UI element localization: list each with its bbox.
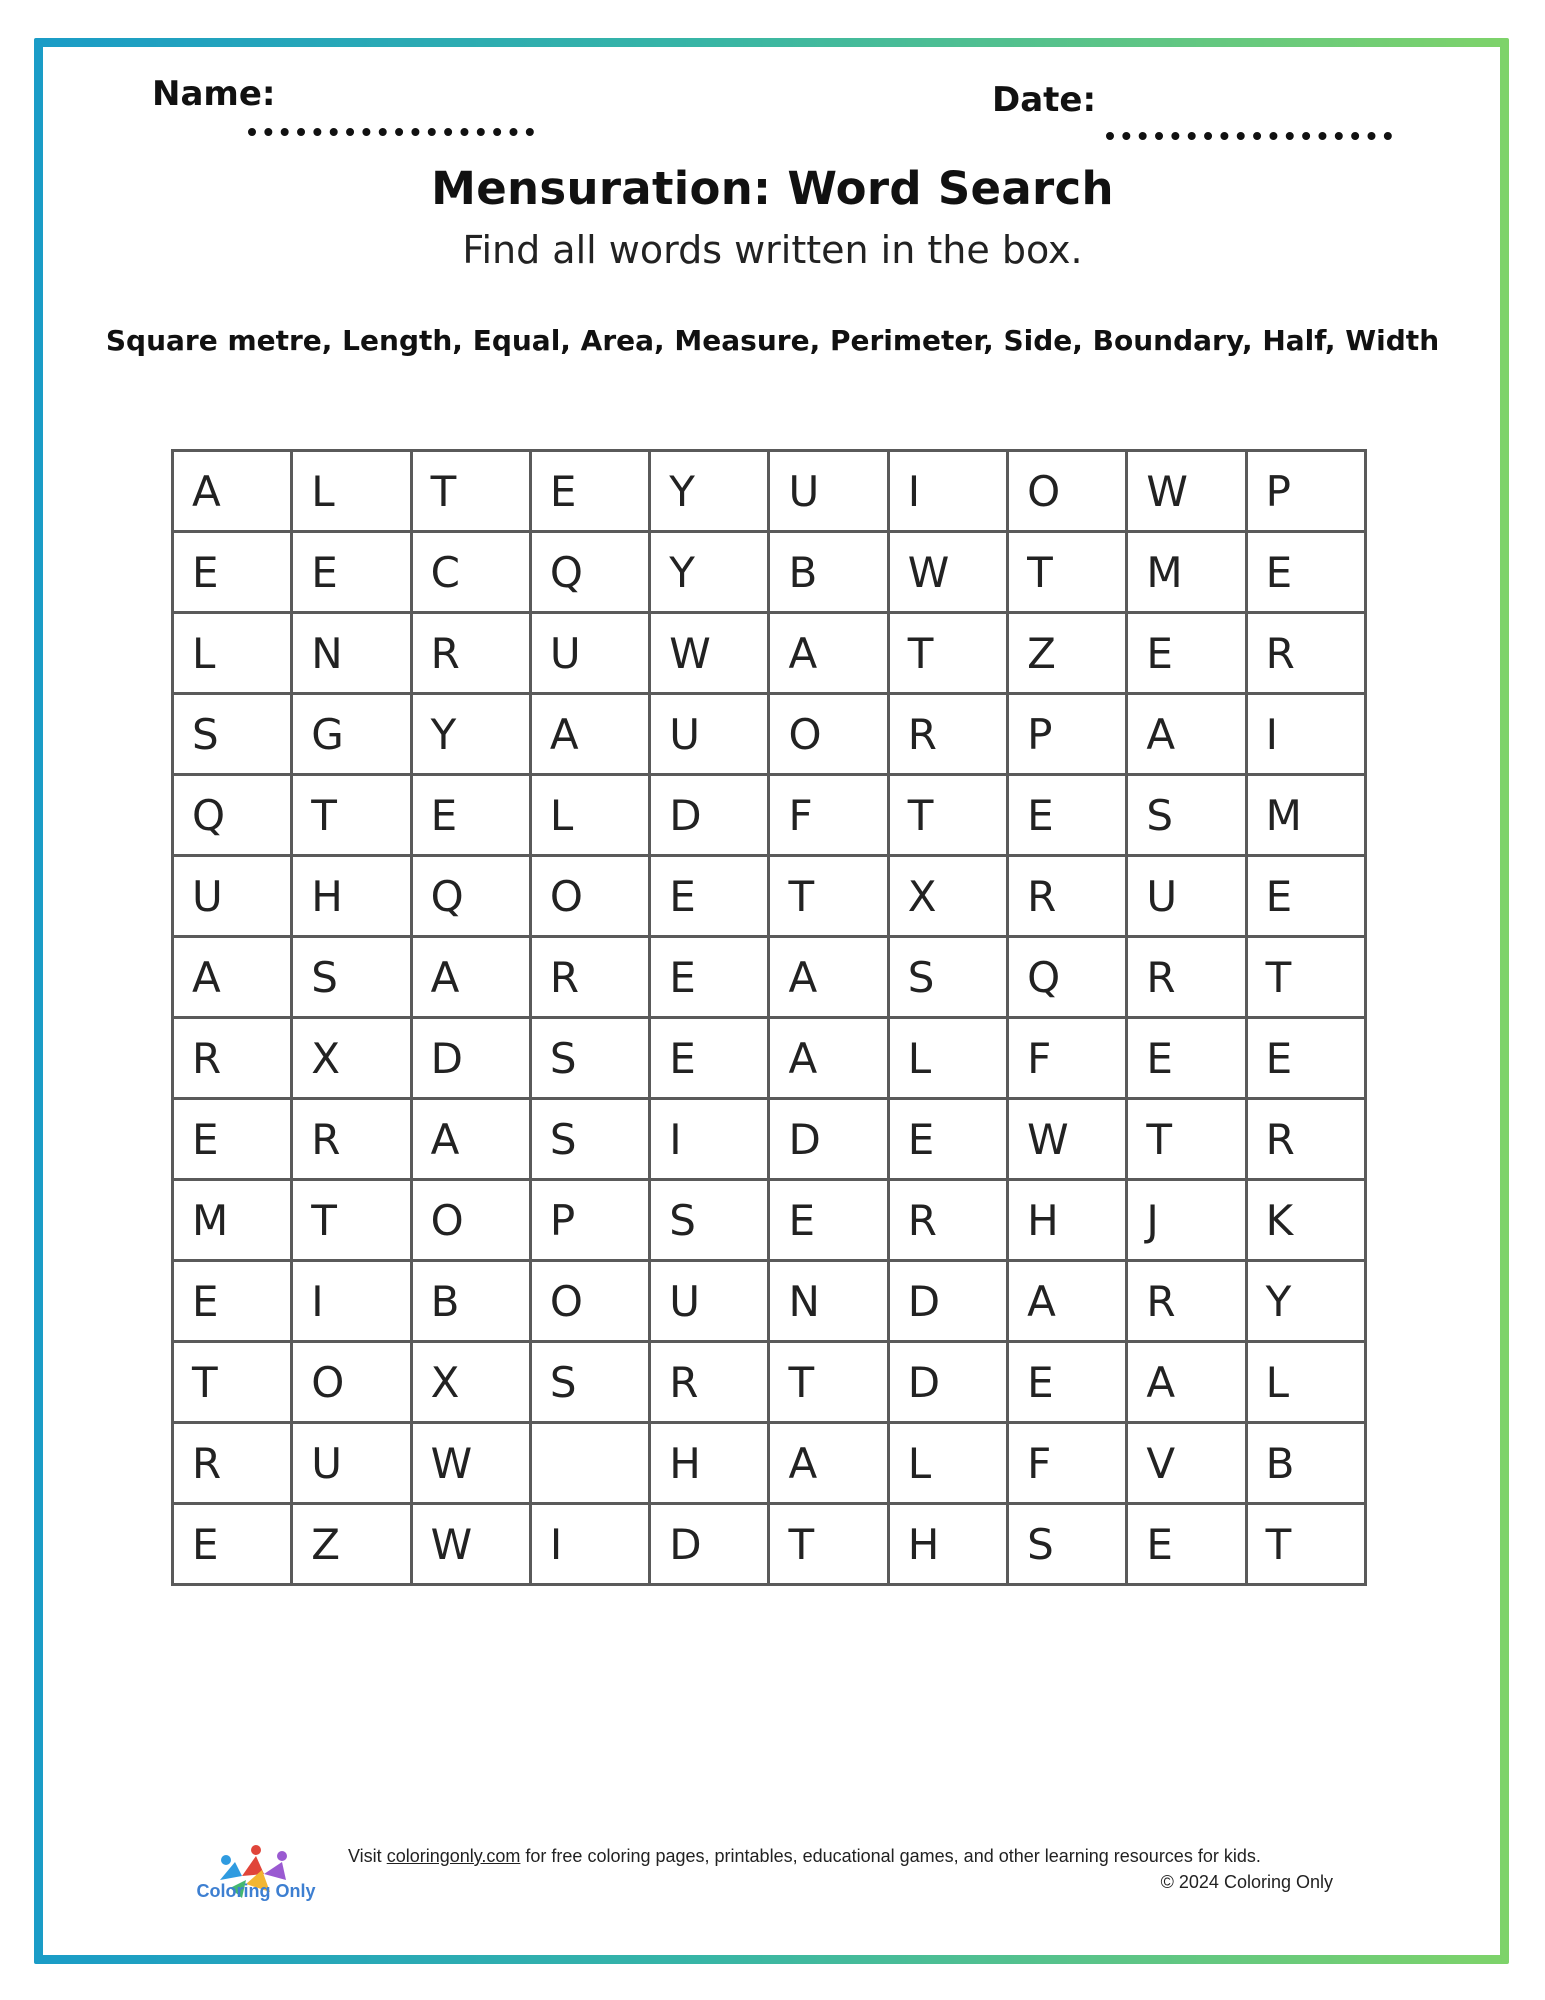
grid-cell[interactable]: D <box>888 1342 1007 1423</box>
grid-cell[interactable]: E <box>1246 532 1365 613</box>
grid-row <box>173 532 1366 613</box>
grid-cell[interactable]: L <box>292 451 411 532</box>
grid-cell[interactable]: I <box>292 1261 411 1342</box>
grid-cell[interactable]: X <box>292 1018 411 1099</box>
grid-cell[interactable]: Y <box>411 694 530 775</box>
grid-row <box>173 613 1366 694</box>
grid-cell[interactable]: E <box>650 937 769 1018</box>
grid-cell[interactable]: Y <box>650 451 769 532</box>
grid-cell[interactable]: T <box>769 1342 888 1423</box>
instructions: Find all words written in the box. <box>462 228 1083 272</box>
grid-cell[interactable]: Q <box>1008 937 1127 1018</box>
grid-cell[interactable]: M <box>173 1180 292 1261</box>
grid-cell[interactable]: W <box>411 1423 530 1504</box>
grid-cell[interactable]: V <box>1127 1423 1246 1504</box>
grid-cell[interactable]: A <box>769 1018 888 1099</box>
grid-cell[interactable]: E <box>888 1099 1007 1180</box>
grid-cell[interactable]: G <box>292 694 411 775</box>
grid-cell[interactable]: L <box>530 775 649 856</box>
grid-cell[interactable]: O <box>530 856 649 937</box>
grid-cell[interactable]: A <box>769 937 888 1018</box>
grid-cell[interactable]: E <box>1127 613 1246 694</box>
footer-visit-suffix: for free coloring pages, printables, educational games, and other learning resources for kids. <box>520 1846 1261 1866</box>
grid-cell[interactable]: R <box>173 1018 292 1099</box>
grid-cell[interactable]: W <box>411 1504 530 1585</box>
grid-cell[interactable]: A <box>769 1423 888 1504</box>
grid-cell[interactable]: S <box>888 937 1007 1018</box>
grid-row <box>173 1018 1366 1099</box>
logo-text: Coloring Only <box>196 1881 316 1901</box>
grid-cell[interactable]: A <box>530 694 649 775</box>
grid-cell[interactable]: D <box>411 1018 530 1099</box>
grid-cell[interactable]: Z <box>292 1504 411 1585</box>
grid-cell[interactable]: R <box>411 613 530 694</box>
grid-cell[interactable]: E <box>530 451 649 532</box>
grid-cell[interactable]: X <box>888 856 1007 937</box>
coloringonly-link[interactable]: coloringonly.com <box>386 1846 521 1866</box>
grid-row <box>173 856 1366 937</box>
grid-cell[interactable]: J <box>1127 1180 1246 1261</box>
grid-cell[interactable]: T <box>888 775 1007 856</box>
grid-cell[interactable] <box>530 1423 649 1504</box>
grid-cell[interactable]: R <box>1127 1261 1246 1342</box>
grid-cell[interactable]: T <box>292 775 411 856</box>
word-search-grid <box>171 449 1367 1586</box>
grid-cell[interactable]: L <box>888 1018 1007 1099</box>
grid-cell[interactable]: T <box>1008 532 1127 613</box>
grid-cell[interactable]: U <box>769 451 888 532</box>
grid-cell[interactable]: O <box>530 1261 649 1342</box>
grid-cell[interactable]: T <box>411 451 530 532</box>
grid-cell[interactable]: R <box>1127 937 1246 1018</box>
grid-cell[interactable]: R <box>650 1342 769 1423</box>
grid-cell[interactable]: A <box>411 1099 530 1180</box>
grid-cell[interactable]: U <box>650 694 769 775</box>
grid-cell[interactable]: H <box>292 856 411 937</box>
grid-cell[interactable]: O <box>411 1180 530 1261</box>
grid-cell[interactable]: U <box>1127 856 1246 937</box>
grid-cell[interactable]: E <box>1127 1018 1246 1099</box>
grid-cell[interactable]: E <box>173 1261 292 1342</box>
grid-cell[interactable]: W <box>650 613 769 694</box>
grid-cell[interactable]: D <box>888 1261 1007 1342</box>
grid-cell[interactable]: U <box>530 613 649 694</box>
grid-cell[interactable]: H <box>888 1504 1007 1585</box>
grid-cell[interactable]: E <box>1246 856 1365 937</box>
grid-cell[interactable]: N <box>769 1261 888 1342</box>
grid-cell[interactable]: T <box>769 856 888 937</box>
grid-cell[interactable]: E <box>1008 1342 1127 1423</box>
grid-cell[interactable]: D <box>650 1504 769 1585</box>
grid-cell[interactable]: S <box>1127 775 1246 856</box>
grid-cell[interactable]: E <box>1246 1018 1365 1099</box>
grid-cell[interactable]: N <box>292 613 411 694</box>
grid-cell[interactable]: E <box>1008 775 1127 856</box>
grid-row <box>173 1261 1366 1342</box>
grid-cell[interactable]: M <box>1127 532 1246 613</box>
grid-cell[interactable]: A <box>411 937 530 1018</box>
grid-cell[interactable]: B <box>411 1261 530 1342</box>
grid-row <box>173 1342 1366 1423</box>
grid-cell[interactable]: Q <box>411 856 530 937</box>
grid-cell[interactable]: E <box>173 1504 292 1585</box>
footer-copyright: © 2024 Coloring Only <box>1160 1872 1333 1892</box>
grid-cell[interactable]: W <box>888 532 1007 613</box>
name-field[interactable] <box>248 128 534 136</box>
grid-cell[interactable]: R <box>888 1180 1007 1261</box>
grid-cell[interactable]: I <box>650 1099 769 1180</box>
grid-cell[interactable]: T <box>173 1342 292 1423</box>
grid-cell[interactable]: Q <box>173 775 292 856</box>
grid-row <box>173 775 1366 856</box>
grid-cell[interactable]: R <box>530 937 649 1018</box>
grid-cell[interactable]: L <box>1246 1342 1365 1423</box>
grid-cell[interactable]: R <box>1246 1099 1365 1180</box>
grid-cell[interactable]: T <box>1127 1099 1246 1180</box>
grid-cell[interactable]: Z <box>1008 613 1127 694</box>
grid-cell[interactable]: S <box>530 1018 649 1099</box>
page-title: Mensuration: Word Search <box>431 162 1114 215</box>
grid-cell[interactable]: M <box>1246 775 1365 856</box>
grid-cell[interactable]: L <box>173 613 292 694</box>
grid-row <box>173 451 1366 532</box>
grid-cell[interactable]: R <box>888 694 1007 775</box>
grid-cell[interactable]: O <box>292 1342 411 1423</box>
grid-cell[interactable]: E <box>292 532 411 613</box>
grid-cell[interactable]: U <box>292 1423 411 1504</box>
grid-cell[interactable]: E <box>650 856 769 937</box>
grid-cell[interactable]: T <box>1246 1504 1365 1585</box>
grid-cell[interactable]: S <box>292 937 411 1018</box>
grid-cell[interactable]: A <box>173 937 292 1018</box>
name-label: Name: <box>152 74 276 114</box>
grid-row <box>173 1504 1366 1585</box>
grid-cell[interactable]: E <box>1127 1504 1246 1585</box>
grid-cell[interactable]: X <box>411 1342 530 1423</box>
grid-cell[interactable]: I <box>1246 694 1365 775</box>
grid-cell[interactable]: D <box>650 775 769 856</box>
grid-cell[interactable]: F <box>1008 1423 1127 1504</box>
date-label: Date: <box>992 80 1097 120</box>
grid-cell[interactable]: Y <box>1246 1261 1365 1342</box>
grid-cell[interactable]: U <box>650 1261 769 1342</box>
grid-cell[interactable]: R <box>1246 613 1365 694</box>
grid-cell[interactable]: O <box>1008 451 1127 532</box>
grid-cell[interactable]: E <box>769 1180 888 1261</box>
grid-cell[interactable]: S <box>530 1099 649 1180</box>
word-list: Square metre, Length, Equal, Area, Measure, Perimeter, Side, Boundary, Half, Width <box>105 324 1440 357</box>
grid-row <box>173 694 1366 775</box>
grid-row <box>173 1180 1366 1261</box>
footer-visit-prefix: Visit <box>348 1846 387 1866</box>
grid-cell[interactable]: D <box>769 1099 888 1180</box>
grid-cell[interactable]: O <box>769 694 888 775</box>
grid-cell[interactable]: L <box>888 1423 1007 1504</box>
grid-cell[interactable]: R <box>173 1423 292 1504</box>
grid-cell[interactable]: B <box>769 532 888 613</box>
grid-cell[interactable]: Y <box>650 532 769 613</box>
grid-cell[interactable]: P <box>1008 694 1127 775</box>
grid-cell[interactable]: R <box>292 1099 411 1180</box>
grid-cell[interactable]: E <box>173 532 292 613</box>
grid-cell[interactable]: W <box>1008 1099 1127 1180</box>
grid-cell[interactable]: I <box>530 1504 649 1585</box>
grid-cell[interactable]: A <box>1127 694 1246 775</box>
grid-cell[interactable]: K <box>1246 1180 1365 1261</box>
grid-cell[interactable]: E <box>650 1018 769 1099</box>
grid-cell[interactable]: T <box>769 1504 888 1585</box>
grid-cell[interactable]: H <box>650 1423 769 1504</box>
grid-row <box>173 1423 1366 1504</box>
grid-cell[interactable]: A <box>1008 1261 1127 1342</box>
grid-cell[interactable]: S <box>1008 1504 1127 1585</box>
grid-cell[interactable]: P <box>530 1180 649 1261</box>
grid-cell[interactable]: F <box>769 775 888 856</box>
grid-cell[interactable]: P <box>1246 451 1365 532</box>
grid-cell[interactable]: T <box>292 1180 411 1261</box>
grid-cell[interactable]: Q <box>530 532 649 613</box>
grid-cell[interactable]: B <box>1246 1423 1365 1504</box>
date-field[interactable] <box>1106 132 1392 140</box>
grid-row <box>173 937 1366 1018</box>
grid-cell[interactable]: H <box>1008 1180 1127 1261</box>
grid-cell[interactable]: A <box>173 451 292 532</box>
footer-visit-text <box>348 1846 1261 1867</box>
grid-cell[interactable]: U <box>173 856 292 937</box>
grid-cell[interactable]: E <box>411 775 530 856</box>
grid-cell[interactable]: A <box>769 613 888 694</box>
grid-cell[interactable]: F <box>1008 1018 1127 1099</box>
grid-cell[interactable]: S <box>530 1342 649 1423</box>
grid-cell[interactable]: A <box>1127 1342 1246 1423</box>
grid-cell[interactable]: W <box>1127 451 1246 532</box>
grid-cell[interactable]: I <box>888 451 1007 532</box>
grid-cell[interactable]: R <box>1008 856 1127 937</box>
grid-cell[interactable]: S <box>173 694 292 775</box>
grid-cell[interactable]: C <box>411 532 530 613</box>
grid-cell[interactable]: T <box>888 613 1007 694</box>
grid-cell[interactable]: E <box>173 1099 292 1180</box>
grid-cell[interactable]: T <box>1246 937 1365 1018</box>
coloring-only-logo-icon <box>190 1820 320 1930</box>
grid-cell[interactable]: S <box>650 1180 769 1261</box>
grid-row <box>173 1099 1366 1180</box>
